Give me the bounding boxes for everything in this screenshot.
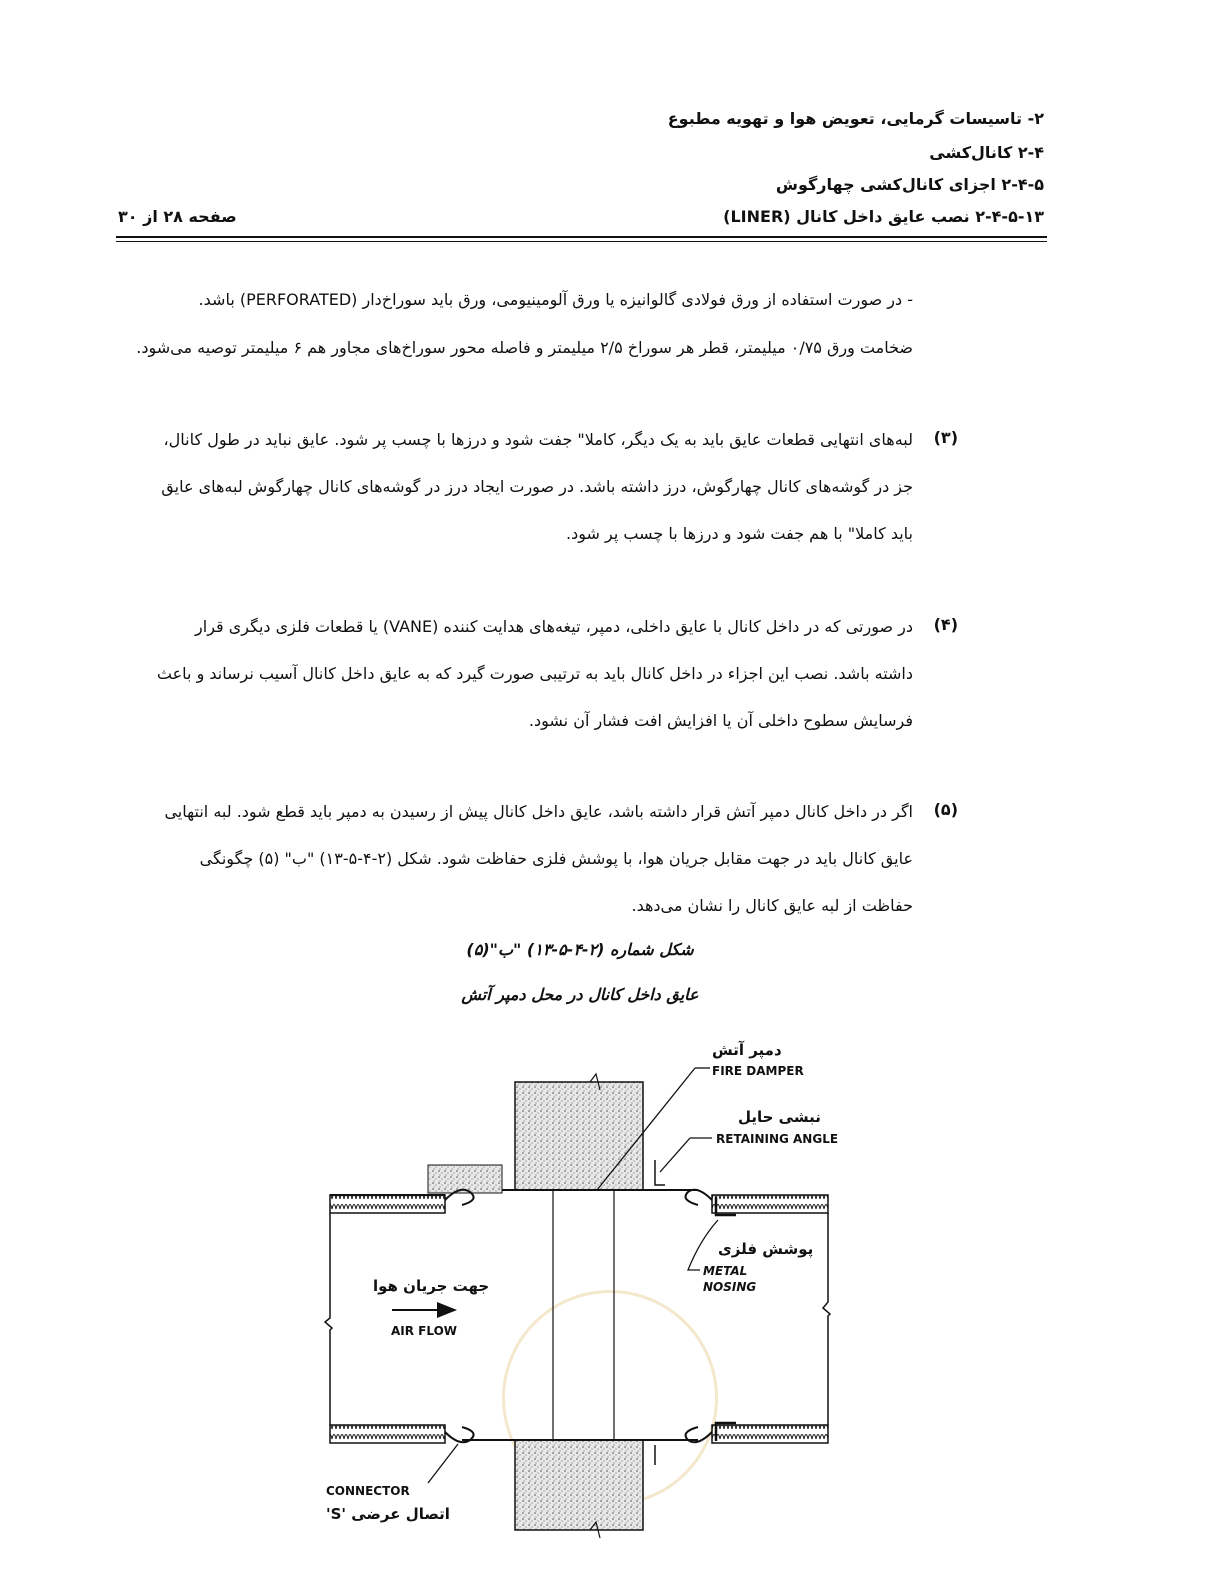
topic-title: ۲-۴-۵-۱۳ نصب عایق داخل کانال (LINER) — [723, 207, 1044, 226]
label-connector-fa: اتصال عرضی 'S' — [326, 1505, 450, 1523]
label-metal-nosing-fa: پوشش فلزی — [718, 1240, 814, 1258]
upstream-duct-bottom-liner — [330, 1425, 445, 1443]
item-number: (۵) — [933, 800, 958, 819]
upstream-duct-top-liner — [330, 1195, 445, 1213]
leader-connector — [428, 1444, 458, 1483]
leader-retaining-angle — [660, 1138, 690, 1172]
upstream-duct-side-wall — [325, 1213, 332, 1425]
item-number: (۴) — [933, 615, 958, 634]
downstream-duct-top-liner — [712, 1195, 828, 1213]
label-air-flow-fa: جهت جریان هوا — [373, 1277, 490, 1295]
downstream-duct-side-wall — [823, 1213, 830, 1425]
label-retaining-angle-en: RETAINING ANGLE — [716, 1132, 839, 1146]
upstream-insulation-patch — [428, 1165, 502, 1193]
section-title: ۲-۴ کانال‌کشی — [929, 143, 1044, 162]
s-connector-bottom-right — [686, 1427, 712, 1442]
downstream-duct-bottom-liner — [712, 1425, 828, 1443]
figure-caption-number: شکل شماره (۲-۴-۵-۱۳) "ب"(۵) — [466, 940, 694, 959]
leader-metal-nosing — [688, 1220, 718, 1270]
figure-caption-title: عایق داخل کانال در محل دمپر آتش — [461, 985, 699, 1004]
fire-damper-lower — [515, 1440, 643, 1530]
label-connector-en: CONNECTOR — [326, 1484, 410, 1498]
paragraph-line: - در صورت استفاده از ورق فولادی گالوانیزه یا ورق آلومینیومی، ورق باید سوراخ‌دار (PERFORATED) باشد. — [198, 290, 913, 309]
label-fire-damper-fa: دمپر آتش — [712, 1041, 782, 1059]
paragraph-line: فرسایش سطوح داخلی آن یا افزایش افت فشار آن نشود. — [528, 711, 913, 730]
subsection-title: ۲-۴-۵ اجزای کانال‌کشی چهارگوش — [775, 175, 1044, 194]
label-metal-nosing-en-1: METAL — [703, 1264, 748, 1278]
s-connector-top-right — [686, 1190, 712, 1205]
paragraph-line: باید کاملا" با هم جفت شود و درزها با چسب پر شود. — [566, 524, 913, 543]
paragraph-line: جز در گوشه‌های کانال چهارگوش، درز داشته باشد. در صورت ایجاد درز در گوشه‌های کانال چهارگوش لبه‌های عایق — [161, 477, 913, 496]
paragraph-line: حفاظت از لبه عایق کانال را نشان می‌دهد. — [631, 896, 913, 915]
paragraph-line: لبه‌های انتهایی قطعات عایق باید به یک دیگر، کاملا" جفت شود و درزها با چسب پر شود. عایق نباید در طول کانال، — [163, 430, 913, 449]
paragraph-line: اگر در داخل کانال دمپر آتش قرار داشته باشد، عایق داخل کانال پیش از رسیدن به دمپر باید قطع شود. لبه انتهایی — [164, 802, 913, 821]
paragraph-line: ضخامت ورق ۰/۷۵ میلیمتر، قطر هر سوراخ ۲/۵ میلیمتر و فاصله محور سوراخ‌های مجاور هم ۶ میلیمتر توصیه می‌شود. — [136, 338, 913, 357]
item-number: (۳) — [933, 428, 958, 447]
fire-damper-upper — [515, 1082, 643, 1190]
retaining-angle — [655, 1160, 665, 1185]
paragraph-line: در صورتی که در داخل کانال با عایق داخلی، دمپر، تیغه‌های هدایت کننده (VANE) یا قطعات فلزی دیگری قرار — [195, 617, 913, 636]
label-metal-nosing-en-2: NOSING — [703, 1280, 757, 1294]
s-connector-bottom-left — [445, 1427, 474, 1442]
chapter-title: ۲- تاسیسات گرمایی، تعویض هوا و تهویه مطبوع — [667, 109, 1044, 128]
label-retaining-angle-fa: نبشی حایل — [738, 1108, 821, 1126]
label-air-flow-en: AIR FLOW — [391, 1324, 458, 1338]
page-number: صفحه ۲۸ از ۳۰ — [118, 207, 237, 226]
label-fire-damper-en: FIRE DAMPER — [712, 1064, 804, 1078]
paragraph-line: عایق کانال باید در جهت مقابل جریان هوا، با پوشش فلزی حفاظت شود. شکل (۲-۴-۵-۱۳) "ب" (۵) چگونگی — [199, 849, 913, 868]
paragraph-line: داشته باشد. نصب این اجزاء در داخل کانال باید به ترتیبی صورت گیرد که به عایق داخل کانال آسیب نرساند و باعث — [156, 664, 913, 683]
